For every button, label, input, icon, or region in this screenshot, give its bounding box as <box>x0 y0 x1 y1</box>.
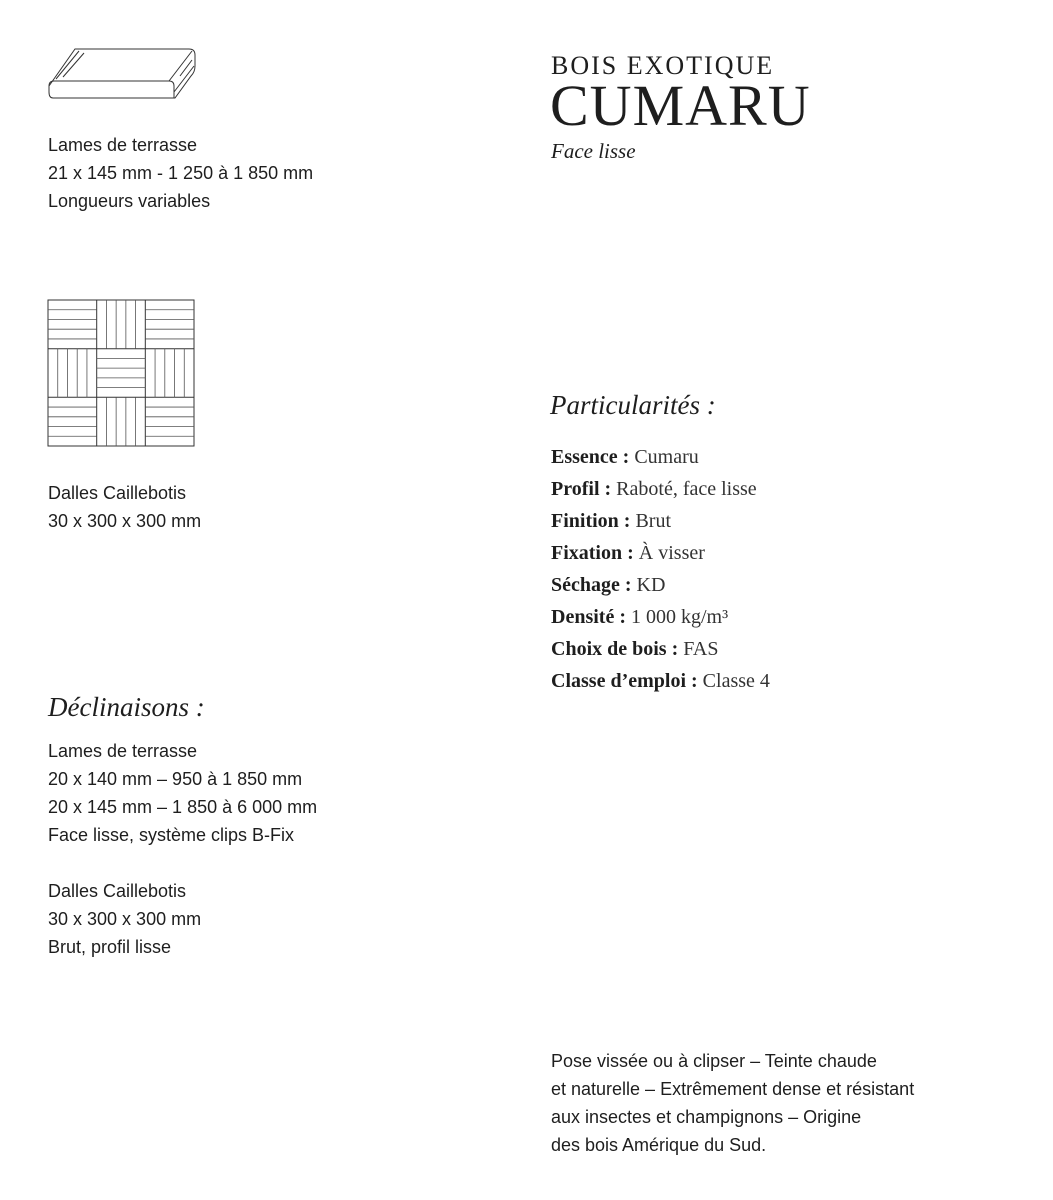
declinaisons-heading: Déclinaisons : <box>48 692 205 722</box>
particularites-heading: Particularités : <box>550 390 716 420</box>
deck-product-block <box>48 131 313 215</box>
product-title: CUMARU <box>550 73 811 138</box>
deck-product-lengths: Longueurs variables <box>48 191 211 211</box>
declinaisons-group-deck <box>48 737 317 849</box>
description-line: et naturelle – Extrêmement dense et résistant <box>551 1079 915 1099</box>
tiles-product-dimensions: 30 x 300 x 300 mm <box>48 511 202 531</box>
tiles-product-name: Dalles Caillebotis <box>48 483 187 503</box>
duckboard-tile-icon <box>47 299 195 447</box>
declinaison-deck-finish: Face lisse, système clips B-Fix <box>48 825 295 845</box>
deck-board-icon <box>47 46 197 102</box>
declinaison-tiles-dim: 30 x 300 x 300 mm <box>48 909 202 929</box>
deck-product-dimensions: 21 x 145 mm - 1 250 à 1 850 mm <box>48 163 314 183</box>
spec-row-finition: Finition : Brut <box>551 510 672 532</box>
declinaison-tiles-name: Dalles Caillebotis <box>48 881 187 901</box>
spec-row-classe-emploi: Classe d’emploi : Classe 4 <box>551 670 770 692</box>
description-line: des bois Amérique du Sud. <box>551 1135 767 1155</box>
description-line: aux insectes et champignons – Origine <box>551 1107 862 1127</box>
declinaison-deck-dim-2: 20 x 145 mm – 1 850 à 6 000 mm <box>48 797 318 817</box>
specs-list <box>551 441 770 697</box>
product-subtitle: Face lisse <box>551 139 636 163</box>
description-line: Pose vissée ou à clipser – Teinte chaude <box>551 1051 877 1071</box>
spec-row-essence: Essence : Cumaru <box>551 446 699 468</box>
tiles-product-block <box>48 479 201 535</box>
declinaison-deck-name: Lames de terrasse <box>48 741 198 761</box>
category-label: BOIS EXOTIQUE <box>551 51 775 80</box>
spec-row-choix-bois: Choix de bois : FAS <box>551 638 719 660</box>
spec-row-profil: Profil : Raboté, face lisse <box>551 478 757 500</box>
spec-row-fixation: Fixation : À visser <box>551 542 705 564</box>
spec-row-densite: Densité : 1 000 kg/m³ <box>551 606 729 628</box>
declinaison-deck-dim-1: 20 x 140 mm – 950 à 1 850 mm <box>48 769 303 789</box>
product-description <box>551 1047 914 1159</box>
spec-row-sechage: Séchage : KD <box>551 574 666 596</box>
declinaison-tiles-finish: Brut, profil lisse <box>48 937 172 957</box>
deck-product-name: Lames de terrasse <box>48 135 198 155</box>
declinaisons-group-tiles <box>48 877 201 961</box>
